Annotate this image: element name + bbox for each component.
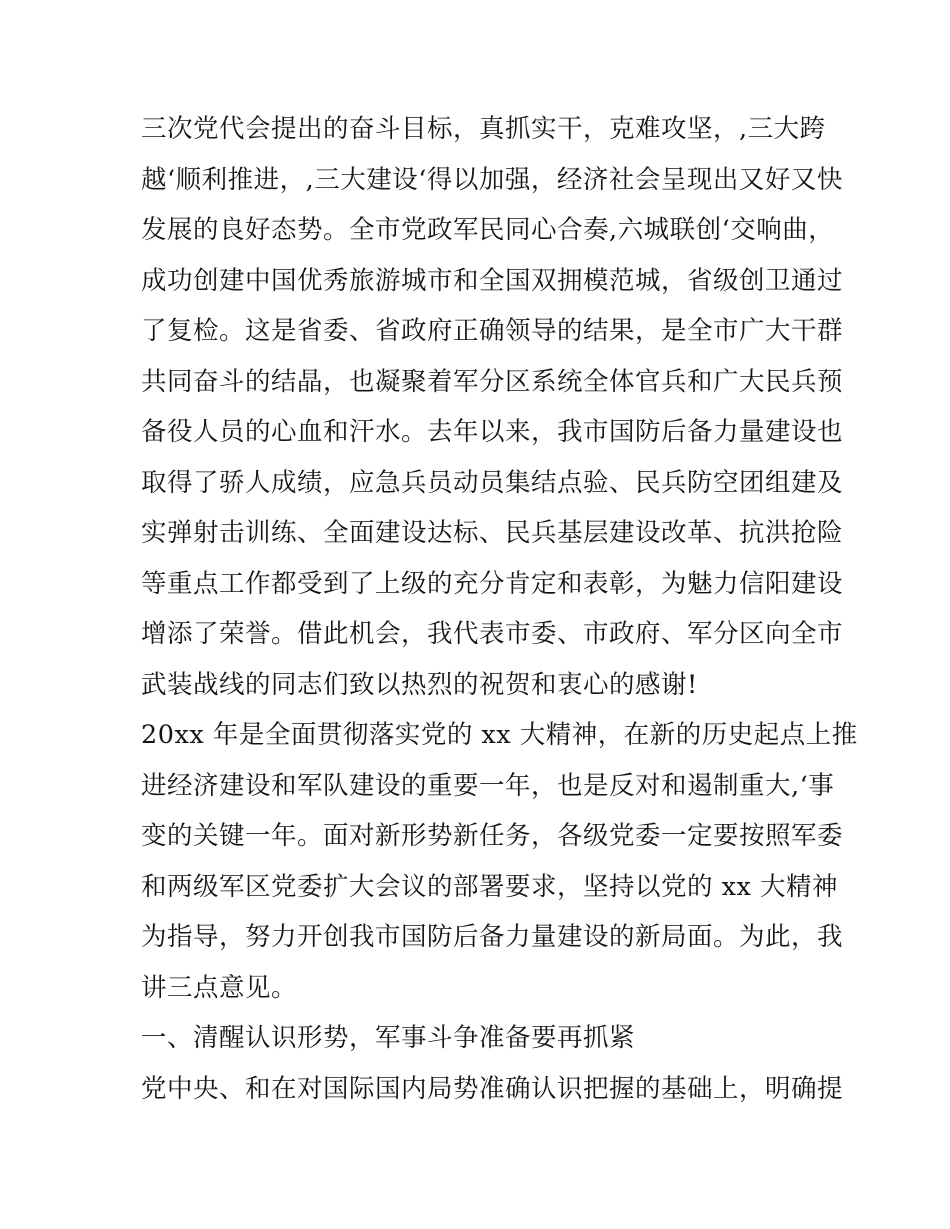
text-line: 共同奋斗的结晶，也凝聚着军分区系统全体官兵和广大民兵预 (141, 366, 844, 397)
text-line: 和两级军区党委扩大会议的部署要求，坚持以党的 xx 大精神 (141, 871, 838, 902)
text-line: 为指导，努力开创我市国防后备力量建设的新局面。为此，我 (141, 922, 844, 952)
text-line: 实弹射击训练、全面建设达标、民兵基层建设改革、抗洪抢险 (141, 518, 844, 548)
text-line: 党中央、和在对国际国内局势准确认识把握的基础上，明确提 (141, 1073, 844, 1104)
text-line: 取得了骄人成绩，应急兵员动员集结点验、民兵防空团组建及 (141, 467, 844, 498)
text-line: 增添了荣誉。借此机会，我代表市委、市政府、军分区向全市 (141, 619, 844, 649)
text-line: 成功创建中国优秀旅游城市和全国双拥模范城，省级创卫通过 (141, 265, 844, 296)
text-line: 备役人员的心血和汗水。去年以来，我市国防后备力量建设也 (141, 417, 844, 447)
section-heading: 一、清醒认识形势，军事斗争准备要再抓紧 (141, 1023, 636, 1053)
text-line: 变的关键一年。面对新形势新任务，各级党委一定要按照军委 (141, 821, 844, 851)
text-line: 越‘顺利推进，,三大建设‘得以加强，经济社会呈现出又好又快 (141, 164, 843, 195)
text-line: 武装战线的同志们致以热烈的祝贺和衷心的感谢! (141, 669, 698, 700)
text-line: 了复检。这是省委、省政府正确领导的结果，是全市广大干群 (141, 316, 844, 346)
text-line: 等重点工作都受到了上级的充分肯定和表彰，为魅力信阳建设 (141, 568, 844, 599)
text-line: 三次党代会提出的奋斗目标，真抓实干，克难攻坚，,三大跨 (141, 114, 826, 144)
text-line: 20xx 年是全面贯彻落实党的 xx 大精神，在新的历史起点上推 (141, 720, 858, 750)
text-line: 发展的良好态势。全市党政军民同心合奏,六城联创‘交响曲， (141, 215, 835, 245)
text-line: 进经济建设和军队建设的重要一年，也是反对和遏制重大,‘事 (141, 770, 835, 801)
document-body (141, 104, 858, 1114)
text-line: 讲三点意见。 (141, 972, 298, 1003)
